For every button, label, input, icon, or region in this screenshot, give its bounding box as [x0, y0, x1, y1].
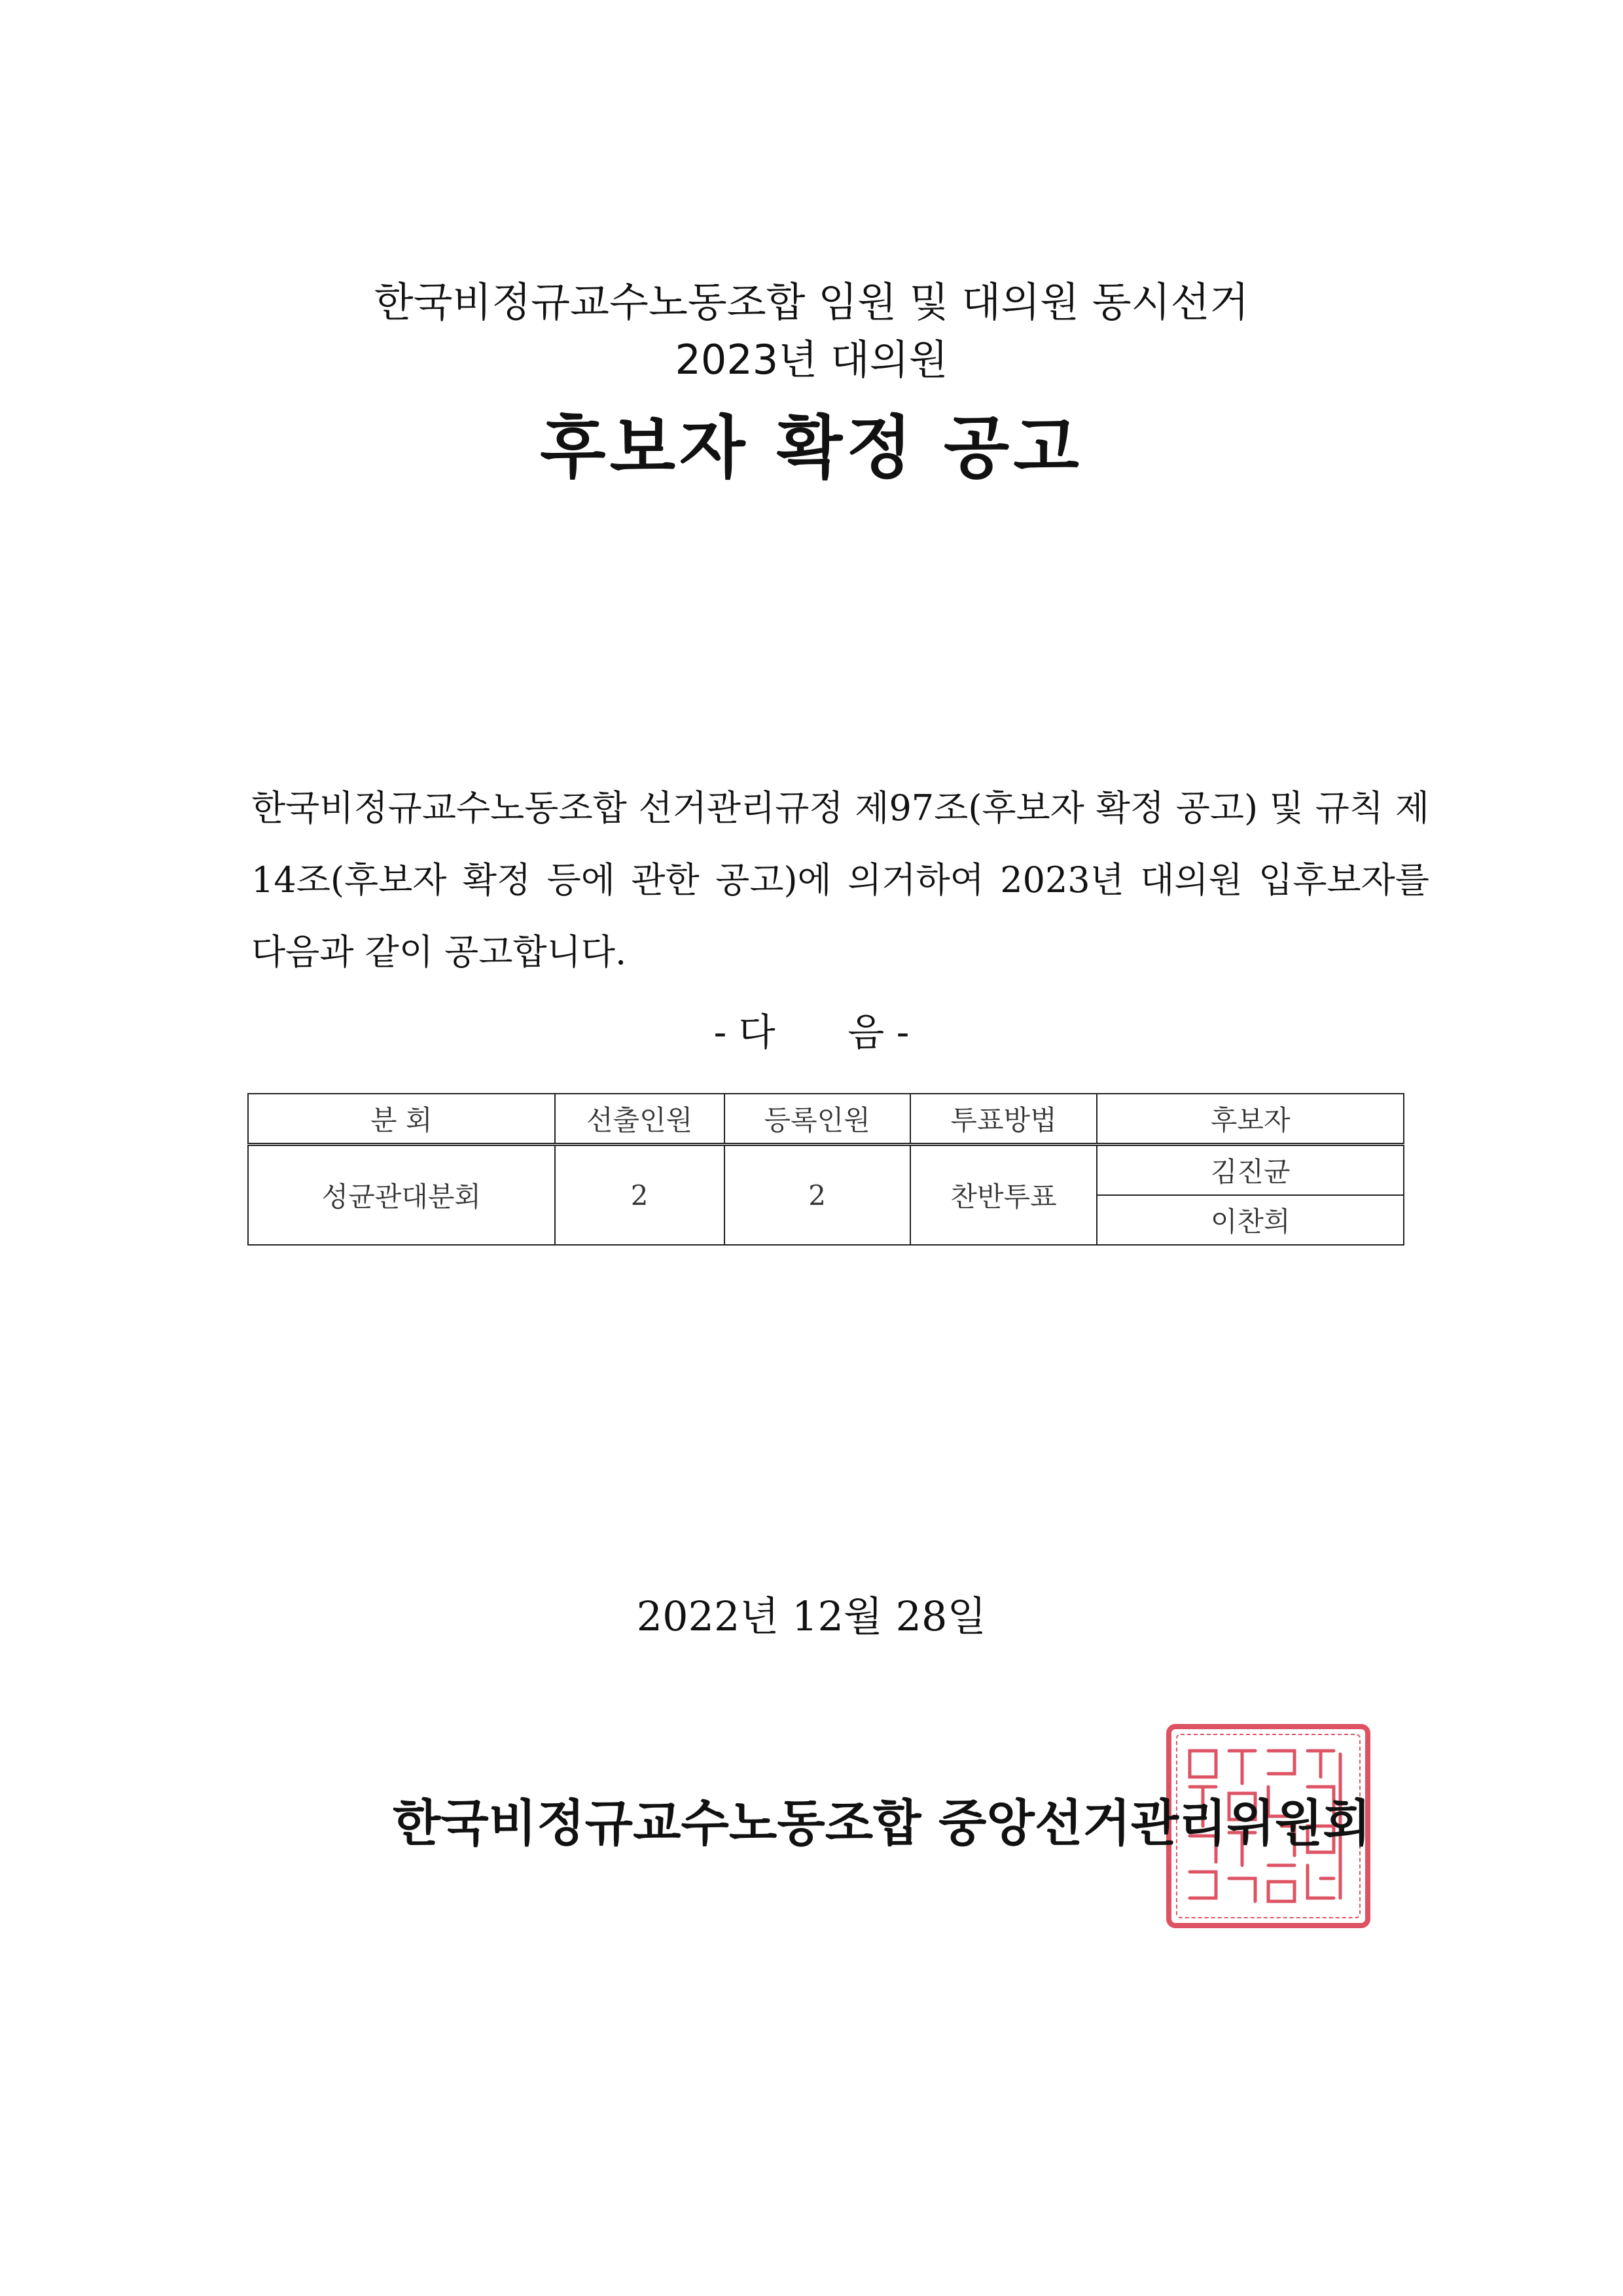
- announcement-paragraph: 한국비정규교수노동조합 선거관리규정 제97조(후보자 확정 공고) 및 규칙 제14조(후보자 확정 등에 관한 공고)에 의거하여 2023년 대의원 입후보자를 다음과 같이 공고합니다.: [251, 787, 1429, 973]
- cell-candidate-2: 이찬희: [1097, 1195, 1404, 1245]
- cell-branch: 성균관대분회: [248, 1145, 555, 1246]
- section-separator: - 다 음 -: [713, 1010, 910, 1054]
- cell-voting-method: 찬반투표: [910, 1145, 1097, 1246]
- cell-candidate-1: 김진균: [1097, 1145, 1404, 1196]
- issuing-organization: 한국비정규교수노동조합 중앙선거관리위원회: [393, 1794, 1371, 1852]
- table-row: [248, 1145, 1404, 1196]
- cell-registered-count: 2: [724, 1145, 910, 1246]
- page-title: 후보자 확정 공고: [540, 408, 1083, 488]
- candidate-table: [247, 1093, 1404, 1246]
- table-header-row: [248, 1094, 1404, 1145]
- header-voting-method: 투표방법: [910, 1094, 1097, 1145]
- header-branch: 분 회: [248, 1094, 555, 1145]
- header-registered-count: 등록인원: [724, 1094, 910, 1145]
- header-elected-count: 선출인원: [555, 1094, 724, 1145]
- election-heading: 한국비정규교수노동조합 임원 및 대의원 동시선거: [374, 278, 1249, 326]
- cell-elected-count: 2: [555, 1145, 724, 1246]
- election-subheading: 2023년 대의원: [675, 336, 948, 384]
- header-candidates: 후보자: [1097, 1094, 1404, 1145]
- announcement-date: 2022년 12월 28일: [636, 1592, 987, 1640]
